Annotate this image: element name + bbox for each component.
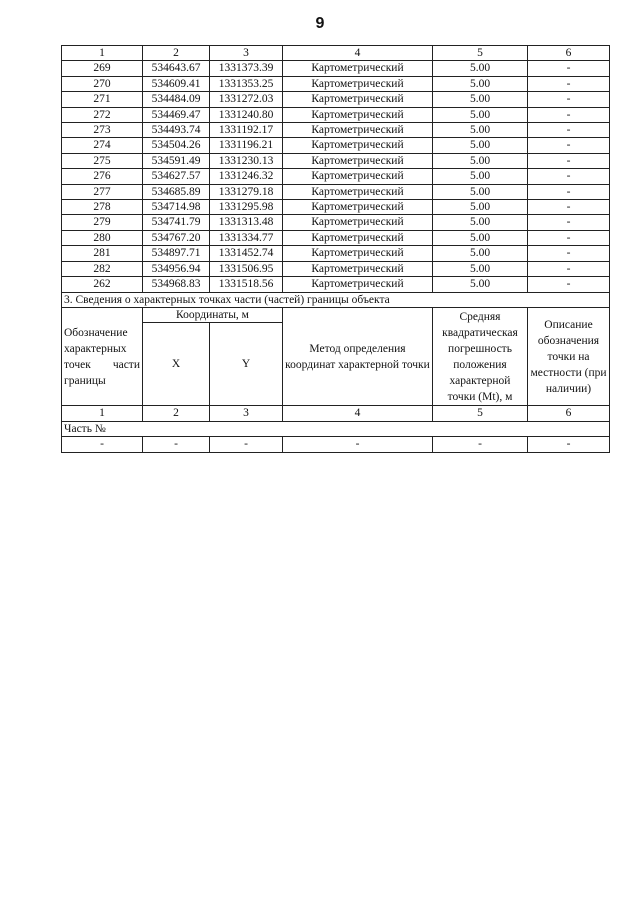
empty-cell: - [528, 437, 610, 452]
point-number-cell: 277 [62, 184, 143, 199]
x-coordinate-cell: 534609.41 [143, 76, 210, 91]
accuracy-cell: 5.00 [433, 107, 528, 122]
point-number-cell: 282 [62, 261, 143, 276]
y-coordinate-cell: 1331506.95 [210, 261, 283, 276]
table-row [62, 153, 610, 168]
x-coordinate-cell: 534627.57 [143, 169, 210, 184]
empty-cell: - [433, 437, 528, 452]
empty-cell: - [143, 437, 210, 452]
point-number-cell: 280 [62, 230, 143, 245]
accuracy-cell: 5.00 [433, 153, 528, 168]
number-cell: 6 [528, 406, 610, 421]
x-coordinate-cell: 534685.89 [143, 184, 210, 199]
description-cell: - [528, 184, 610, 199]
point-number-cell: 274 [62, 138, 143, 153]
description-cell: - [528, 153, 610, 168]
accuracy-cell: 5.00 [433, 169, 528, 184]
x-coordinate-cell: 534591.49 [143, 153, 210, 168]
description-header: Описание обозначения точки на местности (при наличии) [528, 307, 610, 405]
y-coordinate-cell: 1331279.18 [210, 184, 283, 199]
x-coordinate-cell: 534484.09 [143, 92, 210, 107]
table-row [62, 76, 610, 91]
table-row [62, 169, 610, 184]
description-cell: - [528, 215, 610, 230]
accuracy-cell: 5.00 [433, 261, 528, 276]
description-cell: - [528, 61, 610, 76]
method-cell: Картометрический [283, 107, 433, 122]
header-cell: 5 [433, 46, 528, 61]
description-cell: - [528, 138, 610, 153]
section-header-row [62, 307, 610, 322]
accuracy-cell: 5.00 [433, 277, 528, 292]
section-title-row [62, 292, 610, 307]
number-cell: 5 [433, 406, 528, 421]
method-cell: Картометрический [283, 169, 433, 184]
number-cell: 4 [283, 406, 433, 421]
table-row [62, 61, 610, 76]
method-cell: Картометрический [283, 92, 433, 107]
header-cell: 1 [62, 46, 143, 61]
y-coordinate-cell: 1331246.32 [210, 169, 283, 184]
empty-cell: - [62, 437, 143, 452]
column-number-row [62, 46, 610, 61]
table-row [62, 107, 610, 122]
table-row [62, 261, 610, 276]
table-row [62, 138, 610, 153]
method-cell: Картометрический [283, 261, 433, 276]
y-coordinate-cell: 1331240.80 [210, 107, 283, 122]
point-number-cell: 262 [62, 277, 143, 292]
point-number-cell: 281 [62, 246, 143, 261]
part-label: Часть № [62, 421, 610, 436]
table-row [62, 215, 610, 230]
table-row [62, 200, 610, 215]
point-number-cell: 276 [62, 169, 143, 184]
method-cell: Картометрический [283, 153, 433, 168]
method-cell: Картометрический [283, 123, 433, 138]
empty-cell: - [283, 437, 433, 452]
point-number-cell: 279 [62, 215, 143, 230]
part-row [62, 421, 610, 436]
x-coordinate-cell: 534956.94 [143, 261, 210, 276]
coordinates-group-header: Координаты, м [143, 307, 283, 322]
method-cell: Картометрический [283, 76, 433, 91]
method-cell: Картометрический [283, 215, 433, 230]
description-cell: - [528, 169, 610, 184]
x-coordinate-cell: 534897.71 [143, 246, 210, 261]
point-number-cell: 271 [62, 92, 143, 107]
table-row [62, 123, 610, 138]
point-number-cell: 273 [62, 123, 143, 138]
y-coordinate-cell: 1331230.13 [210, 153, 283, 168]
description-cell: - [528, 76, 610, 91]
method-cell: Картометрический [283, 277, 433, 292]
x-coordinate-cell: 534469.47 [143, 107, 210, 122]
number-cell: 1 [62, 406, 143, 421]
accuracy-cell: 5.00 [433, 61, 528, 76]
method-cell: Картометрический [283, 200, 433, 215]
point-number-cell: 270 [62, 76, 143, 91]
table-row [62, 184, 610, 199]
description-cell: - [528, 123, 610, 138]
accuracy-cell: 5.00 [433, 92, 528, 107]
y-coordinate-cell: 1331452.74 [210, 246, 283, 261]
table-row [62, 230, 610, 245]
x-coordinate-cell: 534968.83 [143, 277, 210, 292]
x-coordinate-cell: 534643.67 [143, 61, 210, 76]
table-row [62, 246, 610, 261]
accuracy-cell: 5.00 [433, 123, 528, 138]
point-number-cell: 272 [62, 107, 143, 122]
y-coordinate-cell: 1331272.03 [210, 92, 283, 107]
description-cell: - [528, 277, 610, 292]
description-cell: - [528, 107, 610, 122]
y-header: Y [210, 323, 283, 406]
method-cell: Картометрический [283, 246, 433, 261]
method-cell: Картометрический [283, 184, 433, 199]
point-number-cell: 278 [62, 200, 143, 215]
section-number-row [62, 406, 610, 421]
table-row [62, 277, 610, 292]
accuracy-cell: 5.00 [433, 138, 528, 153]
description-cell: - [528, 261, 610, 276]
y-coordinate-cell: 1331373.39 [210, 61, 283, 76]
x-header: X [143, 323, 210, 406]
header-cell: 6 [528, 46, 610, 61]
y-coordinate-cell: 1331313.48 [210, 215, 283, 230]
y-coordinate-cell: 1331196.21 [210, 138, 283, 153]
y-coordinate-cell: 1331192.17 [210, 123, 283, 138]
x-coordinate-cell: 534493.74 [143, 123, 210, 138]
description-cell: - [528, 230, 610, 245]
method-cell: Картометрический [283, 230, 433, 245]
accuracy-cell: 5.00 [433, 200, 528, 215]
description-cell: - [528, 200, 610, 215]
empty-data-row [62, 437, 610, 452]
table-row [62, 92, 610, 107]
x-coordinate-cell: 534741.79 [143, 215, 210, 230]
method-header: Метод определения координат характерной точки [283, 307, 433, 405]
y-coordinate-cell: 1331353.25 [210, 76, 283, 91]
header-cell: 2 [143, 46, 210, 61]
header-cell: 4 [283, 46, 433, 61]
description-cell: - [528, 246, 610, 261]
y-coordinate-cell: 1331334.77 [210, 230, 283, 245]
description-cell: - [528, 92, 610, 107]
y-coordinate-cell: 1331518.56 [210, 277, 283, 292]
point-number-cell: 269 [62, 61, 143, 76]
x-coordinate-cell: 534504.26 [143, 138, 210, 153]
accuracy-header: Средняя квадратическая погрешность положения характерной точки (Mt), м [433, 307, 528, 405]
point-number-cell: 275 [62, 153, 143, 168]
point-designation-header: Обозначение характерных точек части границы [62, 307, 143, 405]
page-number: 9 [315, 15, 325, 32]
coordinates-table [61, 45, 610, 453]
accuracy-cell: 5.00 [433, 246, 528, 261]
method-cell: Картометрический [283, 61, 433, 76]
accuracy-cell: 5.00 [433, 76, 528, 91]
method-cell: Картометрический [283, 138, 433, 153]
accuracy-cell: 5.00 [433, 184, 528, 199]
x-coordinate-cell: 534714.98 [143, 200, 210, 215]
accuracy-cell: 5.00 [433, 230, 528, 245]
empty-cell: - [210, 437, 283, 452]
section-title: 3. Сведения о характерных точках части (частей) границы объекта [62, 292, 610, 307]
accuracy-cell: 5.00 [433, 215, 528, 230]
x-coordinate-cell: 534767.20 [143, 230, 210, 245]
number-cell: 3 [210, 406, 283, 421]
number-cell: 2 [143, 406, 210, 421]
header-cell: 3 [210, 46, 283, 61]
y-coordinate-cell: 1331295.98 [210, 200, 283, 215]
